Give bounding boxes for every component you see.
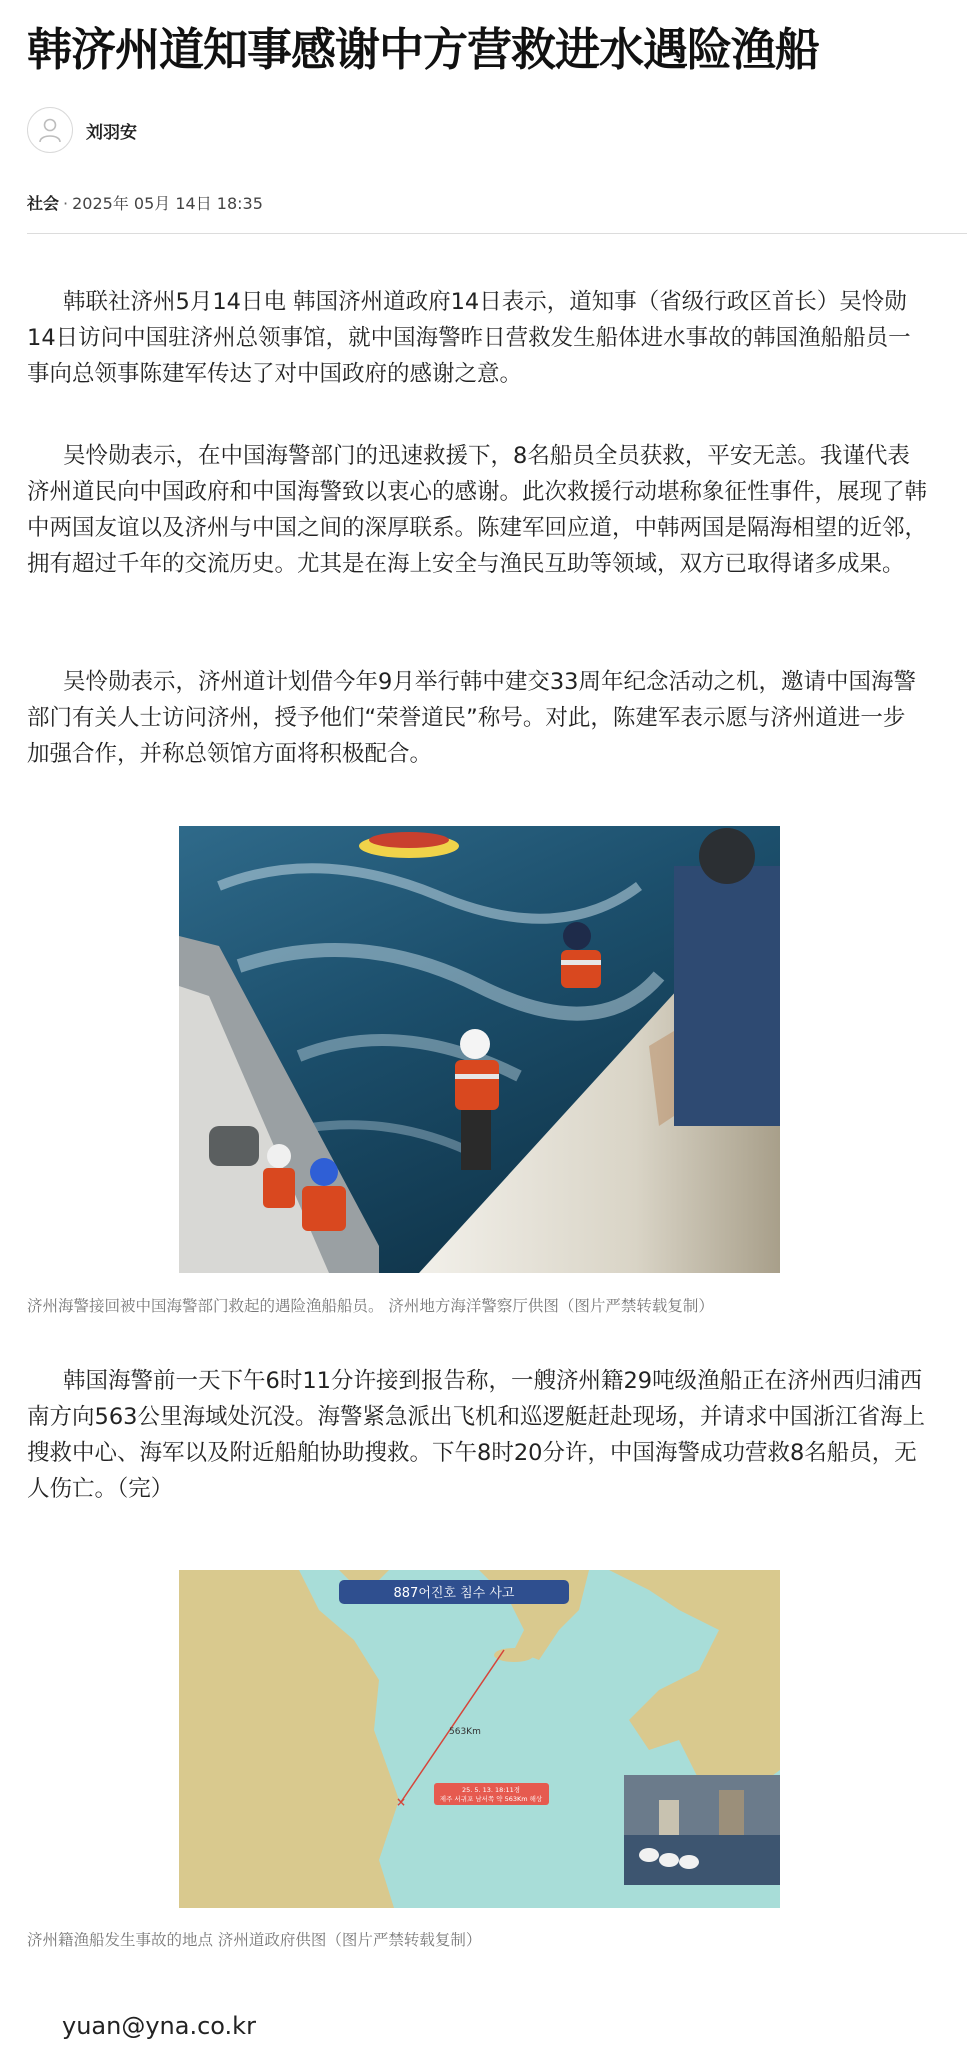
accident-map[interactable] bbox=[179, 1570, 780, 1908]
publish-datetime: 2025年 05月 14日 18:35 bbox=[72, 194, 263, 213]
rescue-photo[interactable] bbox=[179, 826, 780, 1273]
photo-caption: 济州海警接回被中国海警部门救起的遇险渔船船员。 济州地方海洋警察厅供图（图片严禁转载复制） bbox=[27, 1297, 714, 1315]
accident-map-illustration bbox=[179, 1570, 780, 1908]
map-marker-time: 25. 5. 13. 18:11경 bbox=[461, 1786, 521, 1794]
map-banner: 887어진호 침수 사고 bbox=[393, 1586, 515, 1601]
article-paragraph: 吴怜勋表示，在中国海警部门的迅速救援下，8名船员全员获救，平安无恙。我谨代表济州道民向中国政府和中国海警致以衷心的感谢。此次救援行动堪称象征性事件，展现了韩中两国友谊以及济州与中国之间的深厚联系。陈建军回应道，中韩两国是隔海相望的近邻，拥有超过千年的交流历史。尤其是在海上安全与渔民互助等领域，双方已取得诸多成果。 bbox=[27, 443, 928, 577]
user-icon bbox=[37, 116, 63, 144]
rescue-photo-illustration bbox=[179, 826, 780, 1273]
photo-caption: 济州籍渔船发生事故的地点 济州道政府供图（图片严禁转载复制） bbox=[27, 1931, 482, 1949]
article-meta bbox=[27, 191, 263, 214]
article-paragraph: 韩国海警前一天下午6时11分许接到报告称，一艘济州籍29吨级渔船正在济州西归浦西南方向563公里海域处沉没。海警紧急派出飞机和巡逻艇赶赴现场，并请求中国浙江省海上搜救中心、海军以及附近船舶协助搜救。下午8时20分许，中国海警成功营救8名船员，无人伤亡。（完） bbox=[27, 1368, 925, 1502]
header-divider bbox=[27, 233, 967, 234]
article-paragraph: 韩联社济州5月14日电 韩国济州道政府14日表示，道知事（省级行政区首长）吴怜勋14日访问中国驻济州总领事馆，就中国海警昨日营救发生船体进水事故的韩国渔船船员一事向总领事陈建军传达了对中国政府的感谢之意。 bbox=[27, 289, 911, 387]
avatar[interactable] bbox=[27, 107, 73, 153]
separator-dot: · bbox=[63, 194, 69, 213]
accident-marker-icon: × bbox=[395, 1795, 407, 1809]
map-distance-label: 563Km bbox=[449, 1727, 481, 1737]
author-name[interactable]: 刘羽安 bbox=[86, 122, 137, 143]
map-marker-location: 제주 서귀포 남서쪽 약 563Km 해상 bbox=[439, 1795, 543, 1803]
category-label[interactable]: 社会 bbox=[27, 194, 60, 213]
article-paragraph: 吴怜勋表示，济州道计划借今年9月举行韩中建交33周年纪念活动之机，邀请中国海警部门有关人士访问济州，授予他们“荣誉道民”称号。对此，陈建军表示愿与济州道进一步加强合作，并称总领馆方面将积极配合。 bbox=[27, 669, 916, 767]
reporter-email[interactable]: yuan@yna.co.kr bbox=[62, 2012, 256, 2040]
author-row[interactable] bbox=[27, 106, 137, 154]
article-title: 韩济州道知事感谢中方营救进水遇险渔船 bbox=[27, 23, 820, 76]
